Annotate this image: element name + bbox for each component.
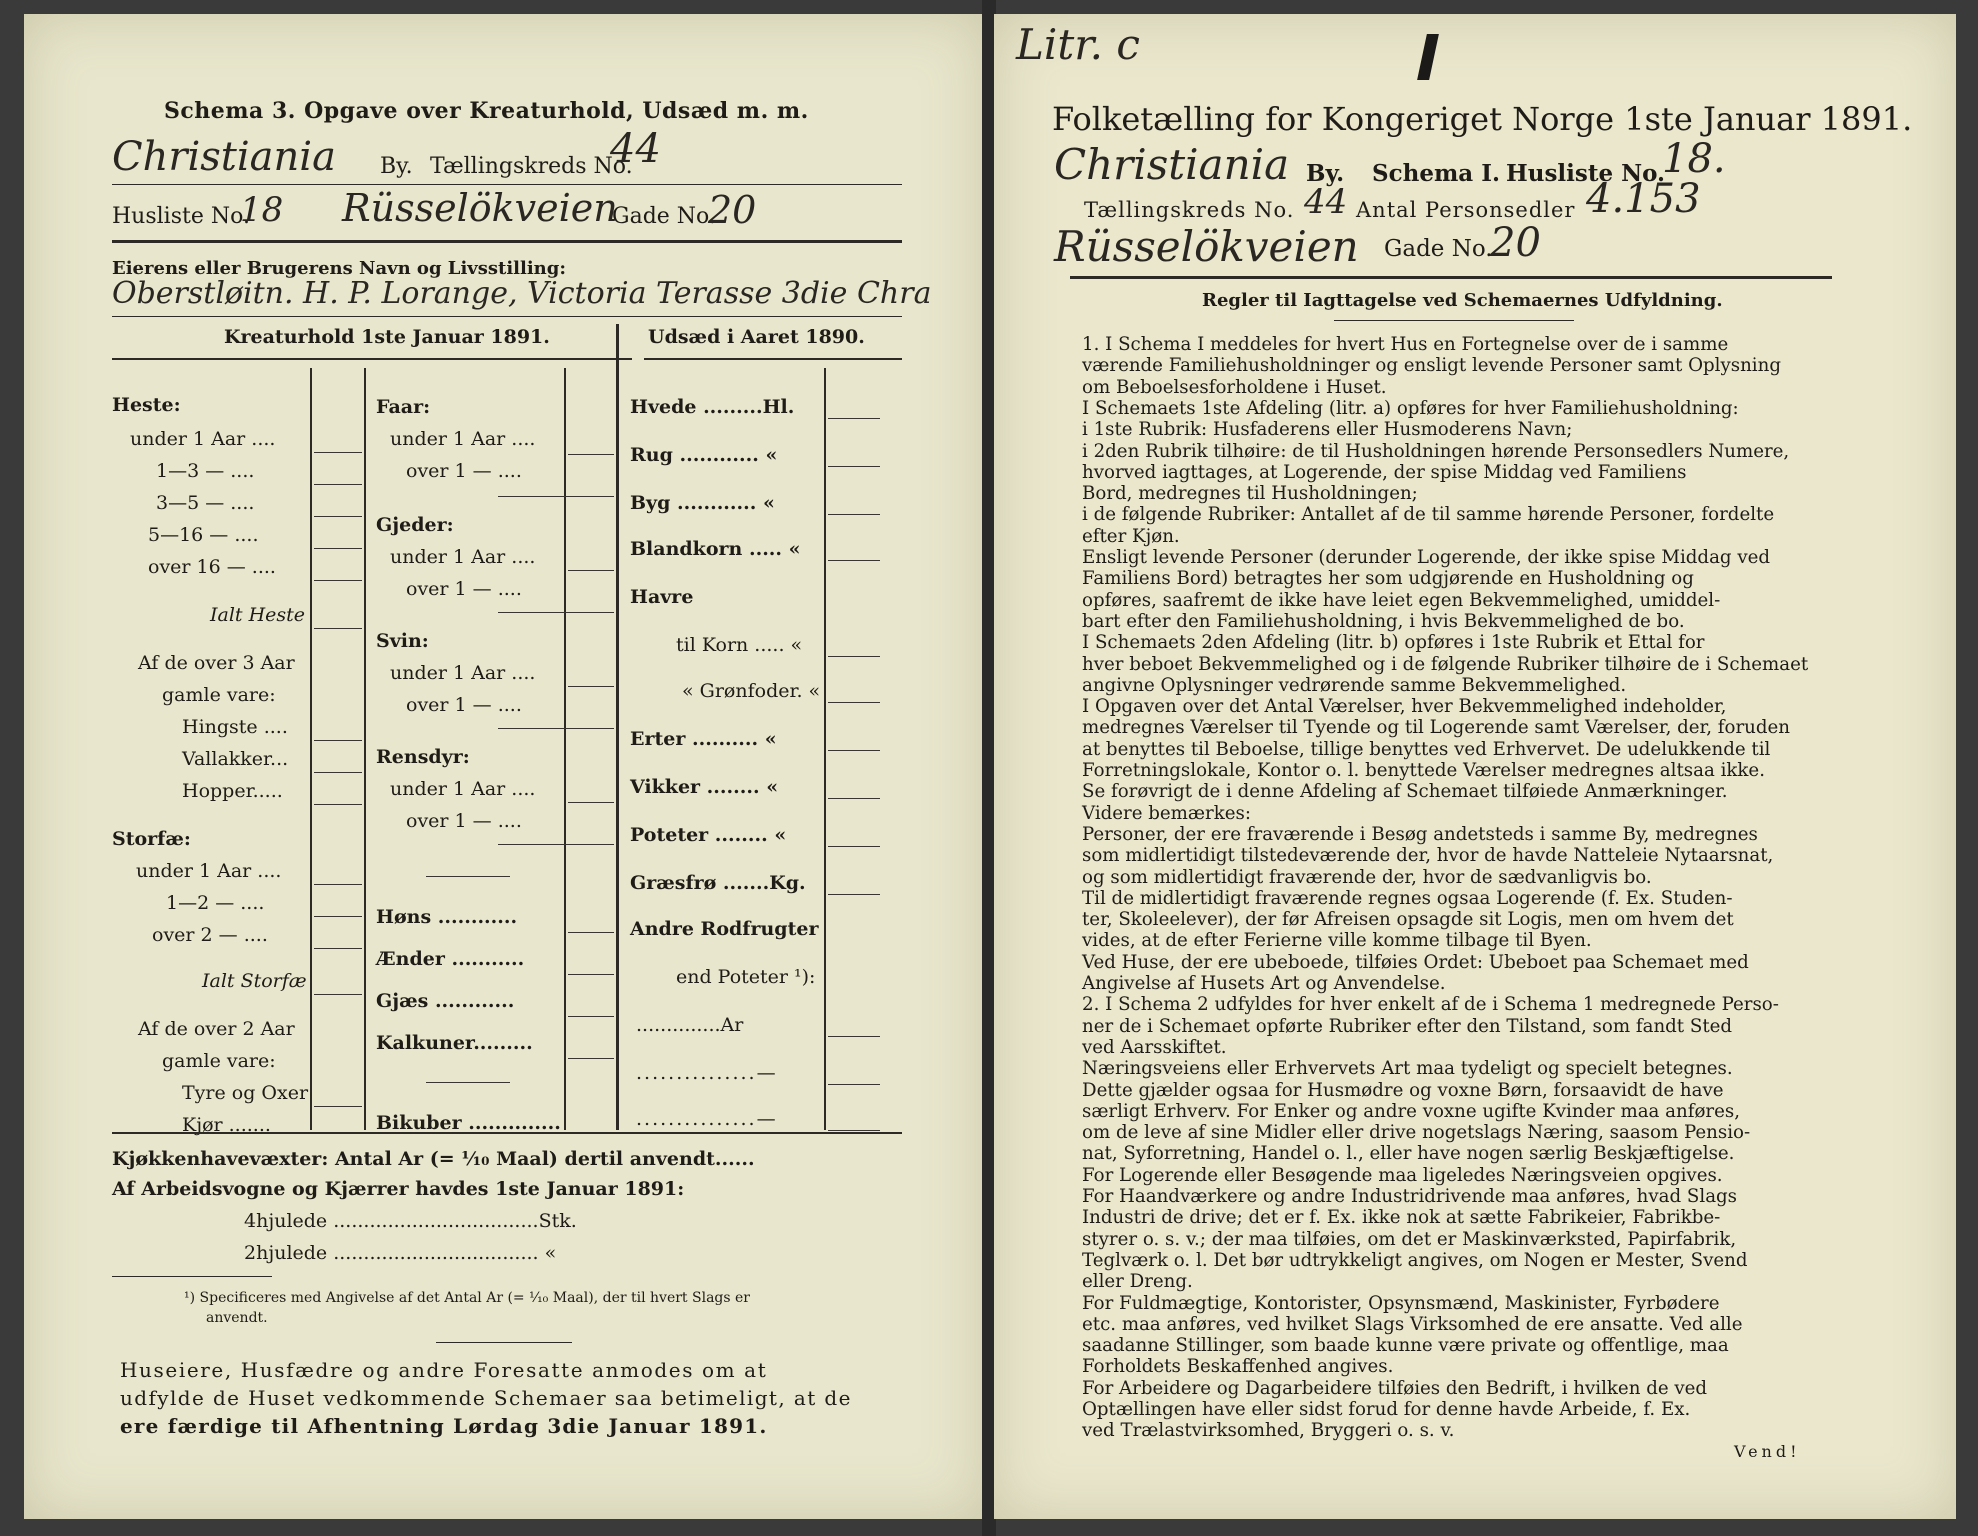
fowl-row: Ænder ...........	[376, 948, 525, 970]
blank-line	[828, 750, 880, 751]
vline-2	[364, 368, 366, 1130]
heste-row: under 1 Aar ....	[130, 428, 276, 450]
blank-line	[828, 656, 880, 657]
rule-line: ved Aarsskiftet.	[1082, 1036, 1227, 1058]
blank-line	[314, 884, 362, 885]
rule-line: særligt Erhverv. For Enker og andre voxne ugifte Kvinder maa anføres,	[1082, 1100, 1740, 1122]
closing-text: ere færdige til Afhentning Lørdag 3die Januar 1891.	[120, 1414, 768, 1438]
crop-row: Rug ............ «	[630, 444, 778, 466]
gjeder-row: over 1 — ....	[406, 578, 522, 600]
closing-text: udfylde de Huset vedkommende Schemaer saa betimeligt, at de	[120, 1386, 852, 1410]
heste-sub-row: Vallakker...	[182, 748, 289, 770]
rule-line: Dette gjælder ogsaa for Husmødre og voxne Børn, forsaavidt de have	[1082, 1079, 1724, 1101]
blank-line	[828, 466, 880, 467]
blank-line	[314, 916, 362, 917]
ink-mark	[1417, 34, 1439, 80]
blank-line	[828, 1130, 880, 1131]
header-rule	[1070, 276, 1832, 279]
crop-row: ..............Ar	[636, 1014, 744, 1036]
kreds-label: Tællingskreds No.	[1084, 198, 1295, 222]
rule-line: Industri de drive; det er f. Ex. ikke nok at sætte Fabrikeier, Fabrikbe-	[1082, 1207, 1721, 1229]
rule-line: værende Familiehusholdninger og ensligt levende Personer samt Oplysning	[1082, 355, 1781, 377]
rule-line: For Fuldmægtige, Kontorister, Opsynsmænd, Maskinister, Fyrbødere	[1082, 1292, 1720, 1314]
storfae-sub-row: Kjør .......	[182, 1114, 271, 1136]
footnote: anvendt.	[206, 1310, 268, 1326]
rule-line: Optællingen have eller sidst forud for denne havde Arbeide, f. Ex.	[1082, 1399, 1691, 1420]
blank-line	[426, 1082, 510, 1083]
storfae-sub-row: Tyre og Oxer	[182, 1082, 309, 1104]
by-label: By.	[380, 154, 413, 179]
kreds-label: Tællingskreds No.	[430, 154, 633, 179]
blank-line	[568, 932, 614, 933]
crop-row: Andre Rodfrugter	[630, 918, 819, 940]
rule-line: Til de midlertidigt fraværende regnes ogsaa Logerende (f. Ex. Studen-	[1082, 887, 1733, 909]
faar-label: Faar:	[376, 396, 431, 418]
city-handwritten: Christiania	[112, 134, 336, 180]
vend-label: Vend!	[1734, 1442, 1801, 1461]
rule-line: efter Kjøn.	[1082, 525, 1180, 547]
storfae-sub-label: gamle vare:	[162, 1050, 276, 1072]
storfae-row: under 1 Aar ....	[136, 860, 282, 882]
heste-row: 5—16 — ....	[148, 524, 259, 546]
blank-line	[314, 580, 362, 581]
hjul2-line: 2hjulede .................................. «	[244, 1242, 557, 1264]
husliste-label: Husliste No.	[112, 204, 250, 229]
antal-label: Antal Personsedler	[1356, 198, 1576, 222]
rule-line: opføres, saafremt de ikke have leiet egen Bekvemmelighed, umiddel-	[1082, 589, 1721, 611]
faar-row: over 1 — ....	[406, 460, 522, 482]
rule-line: at benyttes til Beboelse, tillige benyttes ved Erhvervet. De udelukkende til	[1082, 738, 1771, 760]
rules-title-rule	[1334, 320, 1574, 321]
fowl-row: Kalkuner.........	[376, 1032, 533, 1054]
hjul4-line: 4hjulede ..................................Stk.	[244, 1210, 577, 1232]
blank-line	[828, 798, 880, 799]
rule-line: angivne Oplysninger vedrørende samme Bekvemmelighed.	[1082, 674, 1627, 696]
gade-no-handwritten: 20	[1490, 220, 1541, 266]
rule-line: 1. I Schema I meddeles for hvert Hus en Fortegnelse over de i samme	[1082, 334, 1729, 355]
closing-text: Huseiere, Husfædre og andre Foresatte anmodes om at	[120, 1358, 768, 1382]
rule-line: hvorved iagttages, at Logerende, der spise Middag ved Familiens	[1082, 461, 1687, 483]
rule-line: Ved Huse, der ere ubeboede, tilføies Ordet: Ubeboet paa Schemaet med	[1082, 951, 1749, 973]
crop-row: Havre	[630, 586, 694, 608]
rule-line: Bord, medregnes til Husholdningen;	[1082, 483, 1418, 505]
vline-3	[564, 368, 566, 1130]
blank-line	[568, 570, 614, 571]
storfae-label: Storfæ:	[112, 828, 191, 850]
blank-line	[828, 1084, 880, 1085]
blank-line	[828, 1036, 880, 1037]
crop-row: Vikker ........ «	[630, 776, 779, 798]
rule-line: Ensligt levende Personer (derunder Logerende, der ikke spise Middag ved	[1082, 547, 1771, 568]
crop-row: Græsfrø .......Kg.	[630, 872, 806, 894]
col1-header: Kreaturhold 1ste Januar 1891.	[224, 326, 550, 348]
gade-no-handwritten: 20	[708, 188, 757, 232]
kreds-handwritten: 44	[610, 126, 661, 172]
rule-line: I Schemaets 1ste Afdeling (litr. a) opføres for hver Familiehusholdning:	[1082, 397, 1739, 419]
svin-row: over 1 — ....	[406, 694, 522, 716]
rule-line: Familiens Bord) betragtes her som udgjørende en Husholdning og	[1082, 568, 1694, 590]
blank-line	[314, 1106, 362, 1107]
blank-line	[314, 548, 362, 549]
storfae-total: Ialt Storfæ	[202, 970, 307, 992]
rule-line: styrer o. s. v.; der maa tilføies, om det er Maskinværksted, Papirfabrik,	[1082, 1228, 1737, 1250]
heste-row: 1—3 — ....	[156, 460, 255, 482]
vline-4	[616, 324, 619, 1130]
rule-line: om de leve af sine Midler eller drive nogetslags Næring, saasom Pensio-	[1082, 1122, 1751, 1144]
blank-line	[314, 740, 362, 741]
crop-row: til Korn ..... «	[676, 634, 803, 656]
rule-line: om Beboelsesforholdene i Huset.	[1082, 376, 1387, 398]
rule-line: Angivelse af Husets Art og Anvendelse.	[1082, 973, 1446, 994]
blank-line	[568, 1058, 614, 1059]
rule-line: Næringsveiens eller Erhvervets Art maa tydeligt og specielt betegnes.	[1082, 1058, 1733, 1080]
crop-row: « Grønfoder. «	[682, 680, 821, 702]
rule-line: Teglværk o. l. Det bør udtrykkeligt angives, om Nogen er Mester, Svend	[1082, 1249, 1748, 1271]
fowl-row: Høns ............	[376, 906, 518, 928]
street-handwritten: Rüsselökveien	[1054, 222, 1359, 271]
col2-header-rule	[644, 358, 902, 360]
kreds-handwritten: 44	[1304, 182, 1348, 222]
col2-header: Udsæd i Aaret 1890.	[648, 326, 865, 348]
blank-line	[314, 516, 362, 517]
faar-row: under 1 Aar ....	[390, 428, 536, 450]
blank-line	[828, 418, 880, 419]
storfae-row: 1—2 — ....	[166, 892, 265, 914]
heste-row: over 16 — ....	[148, 556, 276, 578]
footnote-rule	[112, 1276, 272, 1277]
blank-line	[568, 974, 614, 975]
rule-line: bart efter den Familiehusholdning, i hvis Bekvemmelighed de bo.	[1082, 610, 1685, 632]
blank-line	[828, 514, 880, 515]
husliste-handwritten: 18.	[1662, 136, 1726, 182]
schema3-title: Schema 3. Opgave over Kreaturhold, Udsæd m. m.	[164, 98, 809, 124]
svin-label: Svin:	[376, 630, 429, 652]
storfae-row: over 2 — ....	[152, 924, 268, 946]
rule-line: Forretningslokale, Kontor o. l. benyttede Værelser medregnes altsaa ikke.	[1082, 760, 1765, 781]
blank-line	[828, 846, 880, 847]
antal-handwritten: 4.153	[1586, 176, 1701, 222]
blank-line	[314, 994, 362, 995]
rule-line: 2. I Schema 2 udfyldes for hver enkelt af de i Schema 1 medregnede Perso-	[1082, 994, 1779, 1016]
gade-label: Gade No.	[1384, 236, 1493, 262]
closing-rule	[436, 1342, 572, 1343]
header-rule	[112, 240, 902, 243]
rensdyr-label: Rensdyr:	[376, 746, 470, 768]
blank-line	[314, 628, 362, 629]
heste-sub-row: Hingste ....	[182, 716, 288, 738]
gjeder-row: under 1 Aar ....	[390, 546, 536, 568]
owner-underline	[112, 316, 902, 317]
blank-line	[314, 804, 362, 805]
rule-line: etc. maa anføres, ved hvilket Slags Virksomhed de ere ansatte. Ved alle	[1082, 1313, 1743, 1335]
rule-line: For Arbeidere og Dagarbeidere tilføies den Bedrift, i hvilken de ved	[1082, 1377, 1708, 1399]
rule-line: nat, Syforretning, Handel o. l., eller have nogen særlig Beskjæftigelse.	[1082, 1143, 1735, 1165]
col1-header-rule	[112, 358, 632, 360]
rule-line: ved Trælastvirksomhed, Bryggeri o. s. v.	[1082, 1420, 1455, 1442]
blank-line	[568, 1016, 614, 1017]
crop-row: Byg ............ «	[630, 492, 775, 514]
left-page: Schema 3. Opgave over Kreaturhold, Udsæd m. m. Christiania By. Tællingskreds No. 44 Husliste No. 18 Rüsselökveien Gade No. 20 Eierens eller Brugerens Navn og Livsstilling: Oberstløitn. H. P. Lorange, Victoria Terasse 3die Chra Kreaturhold 1ste Januar 1891. Udsæd i Aaret 1890. Heste: under 1 Aar .... 1—3 — .... 3—5 — .... 5—16 — .... over 16 — .... Ialt Heste Af de over 3 Aar gamle vare: Hingste .... Vallakker... Hopper..... Storfæ: under 1 Aar .... 1—2 — .... over 2 — .... Ialt Storfæ Af de over 2 Aar gamle vare: Tyre og Oxer Kjør ....... Faar: under 1 Aar .... over 1 — .... Gjeder: under 1 Aar .... over 1 — .... Svin: under 1 Aar .... over 1 — .... Rensdyr: under 1 Aar .... over 1 — .... Høns ............ Ænder ........... Gjæs ............ Kalkuner......... Bikuber .............. Hvede .........Hl. Rug ............ « Byg ............ « Blandkorn ..... « Havre til Korn ..... « « Grønfoder. « Erter .......... « Vikker ........ « Poteter ........ « Græsfrø .......Kg. Andre Rodfrugter end Poteter ¹): ..............Ar ...............— ...............— Kjøkkenhavevæxter: Antal Ar (= ¹⁄₁₀ Maal) dertil anvendt...... Af Arbeidsvogne og Kjærrer havdes 1ste Januar 1891: 4hjulede ..................................Stk. 2hjulede .................................. « ¹) Specificeres med Angivelse af det Antal Ar (= ¹⁄₁₀ Maal), der til hvert Slags er anvendt. Huseiere, Husfædre og andre Foresatte anmodes om at udfylde de Huset vedkommende Schemaer saa betimeligt, at de ere færdige til Afhentning Lørdag 3die Januar 1891.	[24, 14, 984, 1519]
blank-line	[426, 876, 510, 877]
rule-line: Forholdets Beskaffenhed angives.	[1082, 1356, 1394, 1378]
vline-5	[824, 368, 826, 1130]
crop-row: Hvede .........Hl.	[630, 396, 795, 418]
rule-line: Videre bemærkes:	[1082, 802, 1251, 824]
rule-line: saadanne Stillinger, som baade kunne være private og offentlige, maa	[1082, 1335, 1729, 1357]
rule-line: som midlertidigt tilstedeværende der, hvor de havde Natteleie Nytaarsnat,	[1082, 845, 1774, 867]
crop-row: end Poteter ¹):	[676, 966, 816, 988]
blank-line	[314, 452, 362, 453]
rule-line: i 2den Rubrik tilhøire: de til Husholdningen hørende Personsedlers Numere,	[1082, 440, 1790, 462]
footnote: ¹) Specificeres med Angivelse af det Antal Ar (= ¹⁄₁₀ Maal), der til hvert Slags er	[184, 1290, 750, 1306]
rule-line: vides, at de efter Ferierne ville komme tilbage til Byen.	[1082, 930, 1592, 952]
rule-line: hver beboet Bekvemmelighed og i de følgende Rubriker tilhøire de i Schemaet	[1082, 653, 1809, 675]
husliste-label: Husliste No.	[1506, 160, 1666, 187]
rule-line: i de følgende Rubriker: Antallet af de til samme hørende Personer, fordelte	[1082, 504, 1775, 526]
table-bottom-rule	[112, 1132, 902, 1134]
street-handwritten: Rüsselökveien	[342, 186, 618, 230]
storfae-sub-label: Af de over 2 Aar	[138, 1018, 295, 1040]
blank-line	[568, 686, 614, 687]
rules-title: Regler til Iagttagelse ved Schemaernes Udfyldning.	[1202, 290, 1723, 311]
bikuber-row: Bikuber ..............	[376, 1112, 561, 1134]
rule-line: ter, Skoleelever), der før Afreisen opsagde sit Logis, men om hvem det	[1082, 909, 1734, 931]
heste-row: 3—5 — ....	[156, 492, 255, 514]
city-handwritten: Christiania	[1054, 140, 1290, 189]
blank-line	[568, 454, 614, 455]
gjeder-label: Gjeder:	[376, 514, 454, 536]
blank-line	[568, 802, 614, 803]
rule-line: For Logerende eller Besøgende maa ligeledes Næringsveien opgives.	[1082, 1164, 1723, 1186]
fowl-row: Gjæs ............	[376, 990, 515, 1012]
blank-line	[314, 948, 362, 949]
rensdyr-row: over 1 — ....	[406, 810, 522, 832]
crop-row: Erter .......... «	[630, 728, 777, 750]
blank-line	[498, 844, 614, 845]
arbeid-line: Af Arbeidsvogne og Kjærrer havdes 1ste Januar 1891:	[112, 1178, 685, 1200]
blank-line	[828, 560, 880, 561]
litr-handwritten: Litr. c	[1016, 20, 1140, 69]
heste-sub-label: Af de over 3 Aar	[138, 652, 295, 674]
heste-sub-row: Hopper.....	[182, 780, 283, 802]
vline-1	[310, 368, 312, 1130]
rule-line: i 1ste Rubrik: Husfaderens eller Husmoderens Navn;	[1082, 419, 1573, 441]
crop-row: Blandkorn ..... «	[630, 538, 801, 560]
rule-line: Personer, der ere fraværende i Besøg andetsteds i samme By, medregnes	[1082, 823, 1758, 845]
kjokken-line: Kjøkkenhavevæxter: Antal Ar (= ¹⁄₁₀ Maal) dertil anvendt......	[112, 1148, 755, 1170]
by-label: By.	[1306, 160, 1345, 187]
rule-line: eller Dreng.	[1082, 1271, 1193, 1293]
blank-line	[828, 894, 880, 895]
rule-line: og som midlertidigt fraværende der, hvor de sædvanligvis bo.	[1082, 866, 1652, 888]
folketaelling-title: Folketælling for Kongeriget Norge 1ste Januar 1891.	[1052, 100, 1913, 138]
blank-line	[498, 728, 614, 729]
svin-row: under 1 Aar ....	[390, 662, 536, 684]
heste-label: Heste:	[112, 394, 181, 416]
blank-line	[498, 496, 614, 497]
heste-sub-label: gamle vare:	[162, 684, 276, 706]
blank-line	[828, 702, 880, 703]
blank-line	[314, 484, 362, 485]
heste-total: Ialt Heste	[210, 604, 306, 626]
husliste-handwritten: 18	[240, 190, 284, 230]
schema-label: Schema I.	[1372, 160, 1500, 187]
gade-label: Gade No.	[612, 204, 716, 229]
owner-handwritten: Oberstløitn. H. P. Lorange, Victoria Terasse 3die Chra	[112, 276, 932, 311]
crop-row: Poteter ........ «	[630, 824, 787, 846]
owner-label: Eierens eller Brugerens Navn og Livsstilling:	[112, 258, 566, 279]
right-page	[994, 14, 1956, 1519]
rensdyr-row: under 1 Aar ....	[390, 778, 536, 800]
blank-line	[314, 772, 362, 773]
rule-line: For Haandværkere og andre Industridrivende maa anføres, hvad Slags	[1082, 1186, 1738, 1207]
rule-line: Se forøvrigt de i denne Afdeling af Schemaet tilføiede Anmærkninger.	[1082, 781, 1728, 803]
rule-line: ner de i Schemaet opførte Rubriker efter den Tilstand, som fandt Sted	[1082, 1015, 1733, 1037]
rule-line: I Opgaven over det Antal Værelser, hver Bekvemmelighed indeholder,	[1082, 696, 1727, 718]
rule-line: medregnes Værelser til Tyende og til Logerende samt Værelser, der, foruden	[1082, 717, 1791, 739]
blank-line	[498, 612, 614, 613]
rule-line: I Schemaets 2den Afdeling (litr. b) opføres i 1ste Rubrik et Ettal for	[1082, 632, 1705, 654]
city-underline	[112, 184, 902, 185]
